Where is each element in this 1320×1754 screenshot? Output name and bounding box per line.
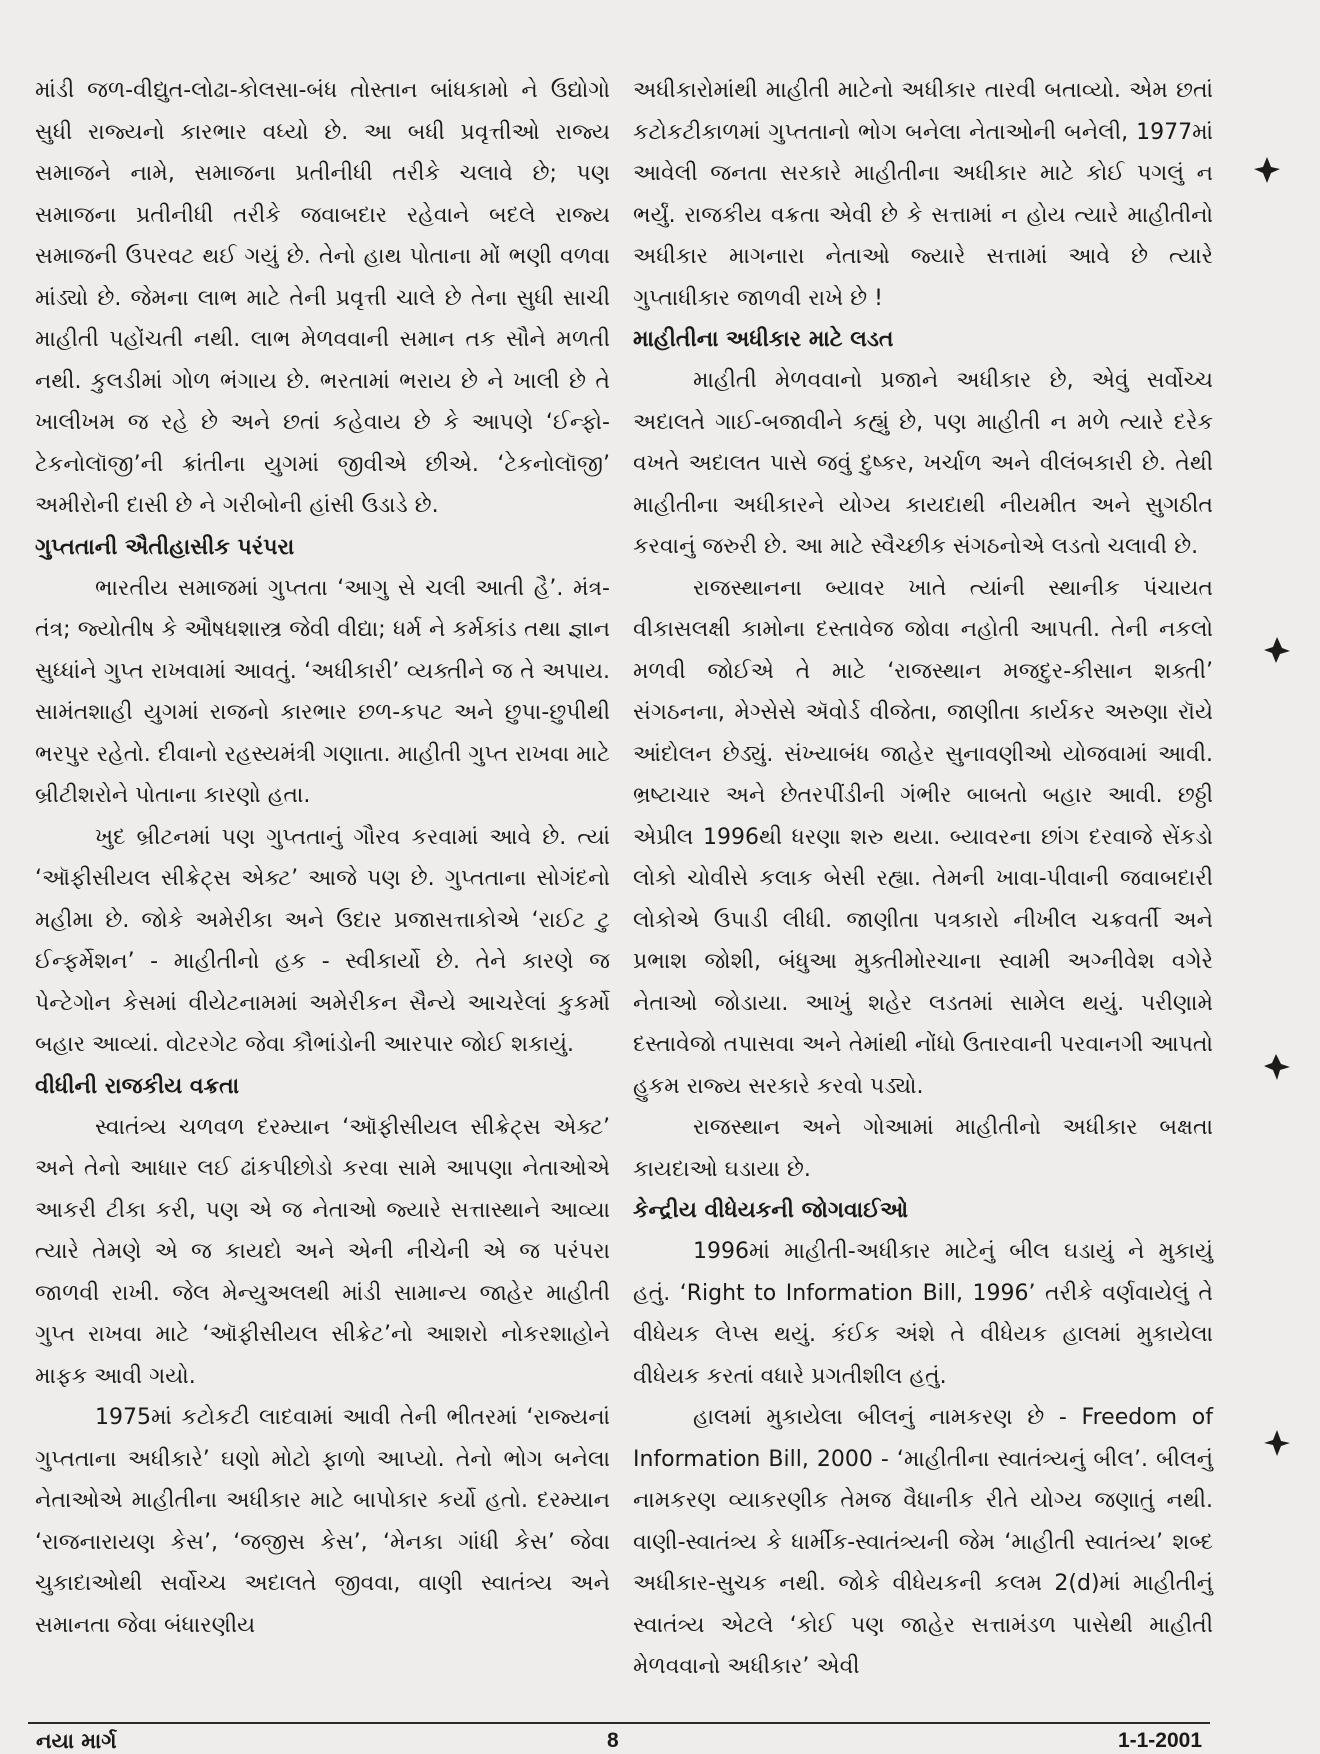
punch-hole-icon <box>1262 635 1292 665</box>
paragraph: અધીકારોમાંથી માહીતી માટેનો અધીકાર તારવી બતાવ્યો. એમ છતાં કટોકટીકાળમાં ગુપ્તતાનો ભોગ બનેલા નેતાઓની બનેલી, 1977માં આવેલી જનતા સરકારે માહીતીના અધીકાર માટે કોઈ પગલું ન ભર્યું. રાજકીય વક્રતા એવી છે કે સત્તામાં ન હોય ત્યારે માહીતીનો અધીકાર માગનારા નેતાઓ જ્યારે સત્તામાં આવે છે ત્યારે ગુપ્તાધીકાર જાળવી રાખે છે ! <box>633 78 1213 311</box>
punch-hole-icon <box>1262 1052 1292 1082</box>
paragraph: માંડી જળ-વીદ્યુત-લોઢા-કોલસા-બંધ તોસ્તાન બાંધકામો ને ઉદ્યોગો સુધી રાજ્યનો કારભાર વધ્યો છે. આ બધી પ્રવૃત્તીઓ રાજ્ય સમાજને નામે, સમાજના પ્રતીનીધી તરીકે ચલાવે છે; પણ સમાજના પ્રતીનીધી તરીકે જવાબદાર રહેવાને બદલે રાજ્ય સમાજની ઉપરવટ થઈ ગયું છે. તેનો હાથ પોતાના મોં ભણી વળવા માંડ્યો છે. જેમના લાભ માટે તેની પ્રવૃત્તી ચાલે છે તેના સુધી સાચી માહીતી પહોંચતી નથી. લાભ મેળવવાની સમાન તક સૌને મળતી નથી. કુલડીમાં ગોળ ભંગાય છે. ભરતામાં ભરાય છે ને ખાલી છે તે ખાલીખમ જ રહે છે અને છતાં કહેવાય છે કે આપણે ‘ઈન્ફો-ટેકનોલૉજી’ની ક્રાંતીના યુગમાં જીવીએ છીએ. ‘ટેકનોલૉજી’ અમીરોની દાસી છે ને ગરીબોની હાંસી ઉડાડે છે. <box>35 78 610 518</box>
footer-magazine-name: નયા માર્ગ <box>36 1729 117 1753</box>
paragraph: સ્વાતંત્ર્ય ચળવળ દરમ્યાન ‘ઑફીસીયલ સીક્રેટ્સ એક્ટ’ અને તેનો આધાર લઈ ઢાંકપીછોડો કરવા સામે આપણા નેતાઓએ આકરી ટીકા કરી, પણ એ જ નેતાઓ જ્યારે સત્તાસ્થાને આવ્યા ત્યારે તેમણે એ જ કાયદો અને એની નીચેની એ જ પરંપરા જાળવી રાખી. જેલ મેન્યુઅલથી માંડી સામાન્ય જાહેર માહીતી ગુપ્ત રાખવા માટે ‘ઑફીસીયલ સીક્રેટ’નો આશરો નોકરશાહોને માફક આવી ગયો. <box>35 1114 610 1389</box>
footer-date: 1-1-2001 <box>1117 1729 1202 1752</box>
section-heading: માહીતીના અધીકાર માટે લડત <box>633 327 894 352</box>
punch-hole-icon <box>1262 1428 1292 1458</box>
punch-hole-icon <box>1252 155 1282 185</box>
right-column <box>633 70 1213 1688</box>
left-column <box>35 70 610 1646</box>
paragraph: રાજસ્થાન અને ગોઆમાં માહીતીનો અધીકાર બક્ષતા કાયદાઓ ઘડાયા છે. <box>633 1115 1213 1182</box>
paragraph: 1975માં કટોકટી લાદવામાં આવી તેની ભીતરમાં ‘રાજ્યનાં ગુપ્તતાના અધીકારે’ ઘણો મોટો ફાળો આપ્યો. તેનો ભોગ બનેલા નેતાઓએ માહીતીના અધીકાર માટે બાપોકાર કર્યો હતો. દરમ્યાન ‘રાજનારાયણ કેસ’, ‘જજીસ કેસ’, ‘મેનકા ગાંધી કેસ’ જેવા ચુકાદાઓથી સર્વોચ્ચ અદાલતે જીવવા, વાણી સ્વાતંત્ર્ય અને સમાનતા જેવા બંધારણીય <box>35 1405 610 1638</box>
paragraph: 1996માં માહીતી-અધીકાર માટેનું બીલ ઘડાયું ને મુકાયું હતું. ‘Right to Information Bill, 1996’ તરીકે વર્ણવાયેલું તે વીધેયક લેપ્સ થયું. કંઈક અંશે તે વીધેયક હાલમાં મુકાયેલા વીધેયક કરતાં વધારે પ્રગતીશીલ હતું. <box>633 1239 1213 1389</box>
footer-divider <box>28 1722 1210 1724</box>
section-heading: વીધીની રાજકીય વક્રતા <box>35 1073 240 1099</box>
paragraph: ખુદ બ્રીટનમાં પણ ગુપ્તતાનું ગૌરવ કરવામાં આવે છે. ત્યાં ‘ઑફીસીયલ સીક્રેટ્સ એક્ટ’ આજે પણ છે. ગુપ્તતાના સોગંદનો મહીમા છે. જોકે અમેરીકા અને ઉદાર પ્રજાસત્તાકોએ ‘રાઈટ ટુ ઈન્ફર્મેશન’ - માહીતીનો હક - સ્વીકાર્યો છે. તેને કારણે જ પેન્ટેગોન કેસમાં વીયેટનામમાં અમેરીકન સૈન્યે આચરેલાં કુકર્મો બહાર આવ્યાં. વોટરગેટ જેવા કૌભાંડોની આરપાર જોઈ શકાયું. <box>35 824 610 1057</box>
section-heading: કેન્દ્રીય વીધેયકની જોગવાઈઓ <box>633 1198 909 1223</box>
paragraph: રાજસ્થાનના બ્યાવર ખાતે ત્યાંની સ્થાનીક પંચાયત વીકાસલક્ષી કામોના દસ્તાવેજ જોવા નહોતી આપતી. તેની નકલો મળવી જોઈએ તે માટે ‘રાજસ્થાન મજદુર-કીસાન શક્તી’ સંગઠનના, મેગ્સેસે ઍવોર્ડ વીજેતા, જાણીતા કાર્યકર અરુણા રૉયે આંદોલન છેડ્યું. સંખ્યાબંધ જાહેર સુનાવણીઓ યોજવામાં આવી. ભ્રષ્ટાચાર અને છેતરપીંડીની ગંભીર બાબતો બહાર આવી. છઠ્ઠી એપ્રીલ 1996થી ધરણા શરુ થયા. બ્યાવરના છાંગ દરવાજે સેંકડો લોકો ચોવીસે કલાક બેસી રહ્યા. તેમની ખાવા-પીવાની જવાબદારી લોકોએ ઉપાડી લીધી. જાણીતા પત્રકારો નીખીલ ચક્રવર્તી અને પ્રભાશ જોશી, બંધુઆ મુક્તીમોરચાના સ્વામી અગ્નીવેશ વગેરે નેતાઓ જોડાયા. આખું શહેર લડતમાં સામેલ થયું. પરીણામે દસ્તાવેજો તપાસવા અને તેમાંથી નોંધો ઉતારવાની પરવાનગી આપતો હુકમ રાજ્ય સરકારે કરવો પડ્યો. <box>633 575 1213 1099</box>
section-heading: ગુપ્તતાની ઐતીહાસીક પરંપરા <box>35 534 295 560</box>
paragraph: હાલમાં મુકાયેલા બીલનું નામકરણ છે - Freedom of Information Bill, 2000 - ‘માહીતીના સ્વાતંત્ર્યનું બીલ’. બીલનું નામકરણ વ્યાકરણીક તેમજ વૈધાનીક રીતે યોગ્ય જણાતું નથી. વાણી-સ્વાતંત્ર્ય કે ધાર્મીક-સ્વાતંત્ર્યની જેમ ‘માહીતી સ્વાતંત્ર્ય’ શબ્દ અધીકાર-સુચક નથી. જોકે વીધેયકની કલમ 2(d)માં માહીતીનું સ્વાતંત્ર્ય એટલે ‘કોઈ પણ જાહેર સત્તામંડળ પાસેથી માહીતી મેળવવાનો અધીકાર’ એવી <box>633 1405 1213 1679</box>
paragraph: માહીતી મેળવવાનો પ્રજાને અધીકાર છે, એવું સર્વોચ્ચ અદાલતે ગાઈ-બજાવીને કહ્યું છે, પણ માહીતી ન મળે ત્યારે દરેક વખતે અદાલત પાસે જવું દુષ્કર, ખર્ચાળ અને વીલંબકારી છે. તેથી માહીતીના અધીકારને યોગ્ય કાયદાથી નીયમીત અને સુગઠીત કરવાનું જરુરી છે. આ માટે સ્વૈચ્છીક સંગઠનોએ લડતો ચલાવી છે. <box>633 368 1213 559</box>
footer-page-number: 8 <box>607 1729 619 1752</box>
paragraph: ભારતીય સમાજમાં ગુપ્તતા ‘આગુ સે ચલી આતી હૈ’. મંત્ર-તંત્ર; જ્યોતીષ કે ઔષધશાસ્ત્ર જેવી વીદ્યા; ધર્મ ને કર્મકાંડ તથા જ્ઞાન સુધ્ધાંને ગુપ્ત રાખવામાં આવતું. ‘અધીકારી’ વ્યક્તીને જ તે અપાય. સામંતશાહી યુગમાં રાજનો કારભાર છળ-કપટ અને છુપા-છુપીથી ભરપુર રહેતો. દીવાનો રહસ્યમંત્રી ગણાતા. માહીતી ગુપ્ત રાખવા માટે બ્રીટીશરોને પોતાના કારણો હતા. <box>35 575 610 808</box>
